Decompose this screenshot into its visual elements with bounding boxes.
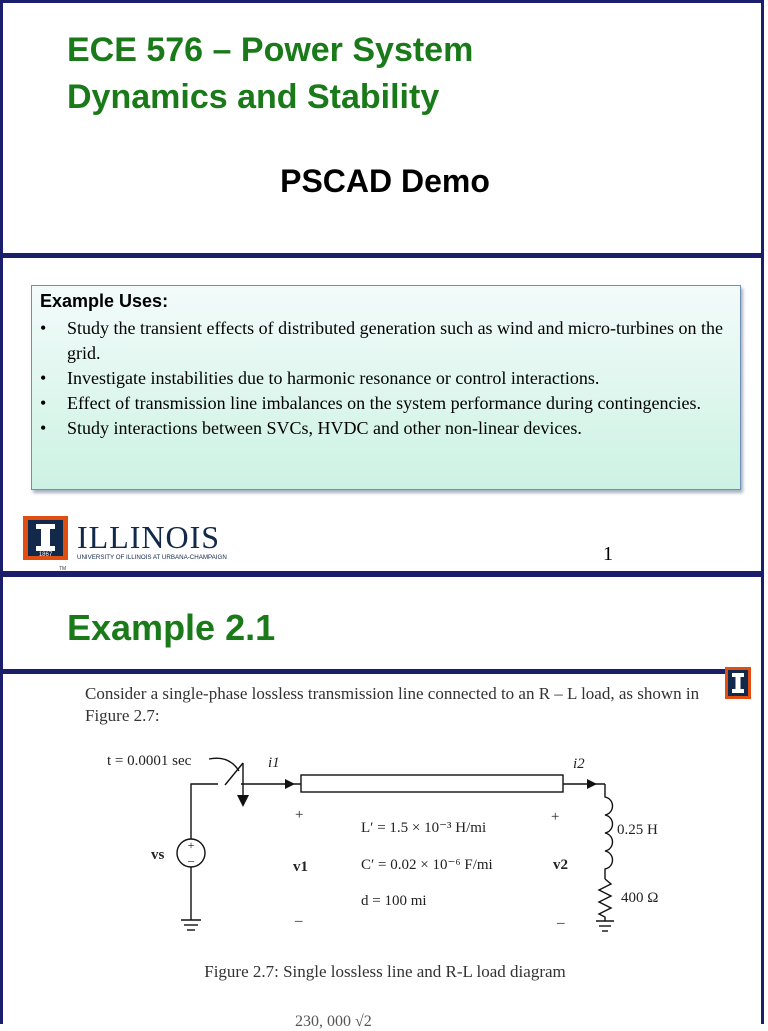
bullet-item: • Investigate instabilities due to harmonic resonance or control interactions. <box>40 366 730 391</box>
bullet-item: • Effect of transmission line imbalances on the system performance during contingencies. <box>40 391 730 416</box>
logo-tagline: UNIVERSITY OF ILLINOIS AT URBANA-CHAMPAIGN <box>77 554 227 561</box>
vs-label: vs <box>151 847 165 863</box>
example-text: Consider a single-phase lossless transmission line connected to an R – L load, as shown in Figure 2.7: <box>85 684 700 725</box>
illinois-logo <box>23 516 285 572</box>
v2-minus: – <box>557 915 565 931</box>
slide-subtitle: PSCAD Demo <box>280 163 490 199</box>
figure-caption: Figure 2.7: Single lossless line and R-L load diagram <box>204 962 566 981</box>
inductance-per-mile: L′ = 1.5 × 10⁻³ H/mi <box>361 820 487 836</box>
v1-label: v1 <box>293 859 308 875</box>
slide-title <box>67 27 473 121</box>
load-resistance: 400 Ω <box>621 890 659 906</box>
title-line-1: ECE 576 – Power System <box>67 31 474 69</box>
bullet-item: • Study the transient effects of distributed generation such as wind and micro-turbines on the grid. <box>40 316 730 366</box>
title-line-2: Dynamics and Stability <box>67 78 440 116</box>
v1-plus: + <box>295 807 304 823</box>
switch-time-label: t = 0.0001 sec <box>107 753 192 769</box>
load-inductance: 0.25 H <box>617 822 658 838</box>
logo-year: 1867 <box>38 552 53 558</box>
example-title: Example 2.1 <box>67 607 276 648</box>
formula-fragment: 230, 000 √2 <box>295 1013 372 1030</box>
current-arrow-icon <box>587 779 597 789</box>
slide-2 <box>0 575 764 1030</box>
page-number: 1 <box>603 543 613 565</box>
v2-label: v2 <box>553 857 568 873</box>
line-length: d = 100 mi <box>361 893 427 909</box>
v2-plus: + <box>551 809 560 825</box>
bullet-item: • Study interactions between SVCs, HVDC and other non-linear devices. <box>40 416 730 441</box>
current-arrow-icon <box>285 779 295 789</box>
i2-label: i2 <box>573 756 585 772</box>
circuit-diagram <box>3 577 767 957</box>
box-heading: Example Uses: <box>40 291 169 311</box>
title-divider <box>3 253 761 258</box>
logo-trademark: TM <box>59 566 67 572</box>
logo-wordmark: ILLINOIS <box>77 519 221 555</box>
capacitance-per-mile: C′ = 0.02 × 10⁻⁶ F/mi <box>361 857 493 873</box>
i1-label: i1 <box>268 755 280 771</box>
v1-minus: – <box>295 913 303 929</box>
svg-text:–: – <box>188 853 194 867</box>
example-uses-box <box>31 285 741 490</box>
bullet-list <box>40 316 730 441</box>
svg-text:+: + <box>187 838 195 852</box>
